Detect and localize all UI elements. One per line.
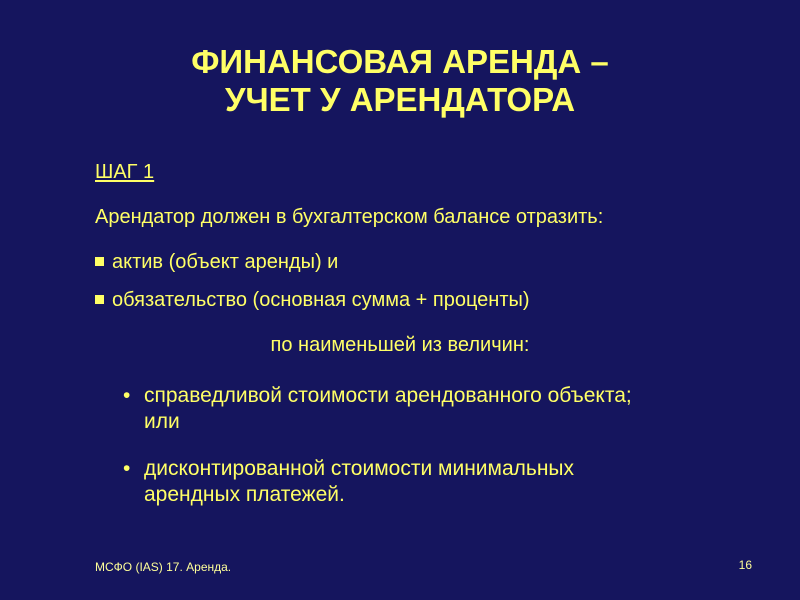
bullet-list-item <box>123 456 763 508</box>
bullet-dot-icon: • <box>123 384 131 407</box>
square-item-text: актив (объект аренды) и <box>112 251 339 273</box>
step-label: ШАГ 1 <box>95 161 155 183</box>
square-item-text: обязательство (основная сумма + проценты) <box>112 289 530 311</box>
square-list-item <box>95 250 338 274</box>
footer-caption: МСФО (IAS) 17. Аренда. <box>95 560 232 574</box>
square-bullet-icon <box>95 295 104 304</box>
slide-title <box>0 43 800 119</box>
bullet-list-item <box>123 383 763 435</box>
page-number: 16 <box>738 558 752 572</box>
bullet-item-line-1: справедливой стоимости арендованного объекта; <box>144 384 632 407</box>
bullet-dot-icon: • <box>123 457 131 480</box>
square-list-item <box>95 288 530 312</box>
title-line-1: ФИНАНСОВАЯ АРЕНДА – <box>191 43 609 80</box>
bullet-item-line-1: дисконтированной стоимости минимальных <box>144 457 575 480</box>
bullet-item-line-2: или <box>144 410 180 433</box>
lead-text: Арендатор должен в бухгалтерском балансе отразить: <box>95 206 604 228</box>
title-line-2: УЧЕТ У АРЕНДАТОРА <box>224 81 576 118</box>
bullet-item-line-2: арендных платежей. <box>144 483 345 506</box>
center-text: по наименьшей из величин: <box>270 334 530 356</box>
square-bullet-icon <box>95 257 104 266</box>
